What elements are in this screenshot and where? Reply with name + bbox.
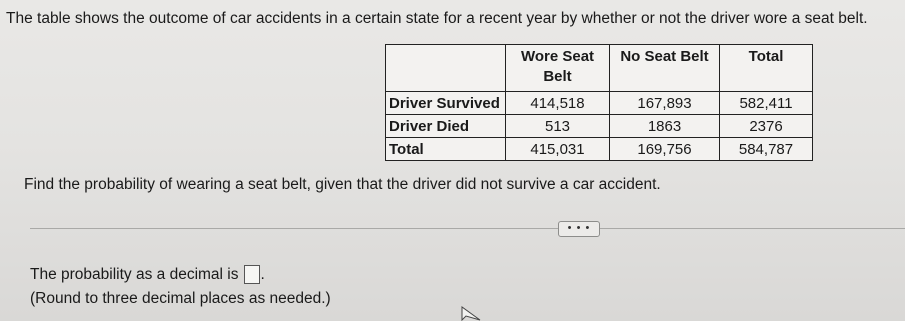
- data-table: [385, 44, 813, 161]
- rounding-hint: (Round to three decimal places as needed.): [30, 290, 331, 307]
- problem-intro: The table shows the outcome of car accidents in a certain state for a recent year by whether or not the driver wore a seat belt.: [6, 10, 868, 27]
- table-cell: 414,518: [506, 92, 610, 115]
- table-cell: 169,756: [610, 138, 720, 161]
- table-cell: 513: [506, 115, 610, 138]
- column-header-wore-seat-belt: [506, 45, 610, 92]
- table-corner-cell: [386, 45, 506, 92]
- row-label-driver-died: Driver Died: [386, 115, 506, 138]
- table-row: [386, 115, 813, 138]
- more-options-button[interactable]: • • •: [558, 221, 600, 237]
- section-divider: [30, 228, 905, 229]
- row-label-total: Total: [386, 138, 506, 161]
- table-header-row: [386, 45, 813, 92]
- column-header-total: Total: [720, 45, 813, 92]
- table-cell: 1863: [610, 115, 720, 138]
- answer-line: [30, 265, 265, 284]
- table-cell: 582,411: [720, 92, 813, 115]
- answer-prompt: The probability as a decimal is: [30, 265, 239, 283]
- table-cell: 584,787: [720, 138, 813, 161]
- table-cell: 167,893: [610, 92, 720, 115]
- column-header-no-seat-belt: No Seat Belt: [610, 45, 720, 92]
- table-row: [386, 138, 813, 161]
- answer-suffix: .: [260, 265, 265, 283]
- table-cell: 2376: [720, 115, 813, 138]
- table-cell: 415,031: [506, 138, 610, 161]
- column-header-wore-seat-belt-line2: Belt: [543, 68, 572, 85]
- table-row: [386, 92, 813, 115]
- row-label-driver-survived: Driver Survived: [386, 92, 506, 115]
- answer-input-box[interactable]: [244, 265, 260, 284]
- column-header-wore-seat-belt-line1: Wore Seat: [520, 48, 595, 65]
- mouse-pointer-icon: [460, 306, 482, 321]
- question-text: Find the probability of wearing a seat belt, given that the driver did not survive a car accident.: [24, 176, 661, 193]
